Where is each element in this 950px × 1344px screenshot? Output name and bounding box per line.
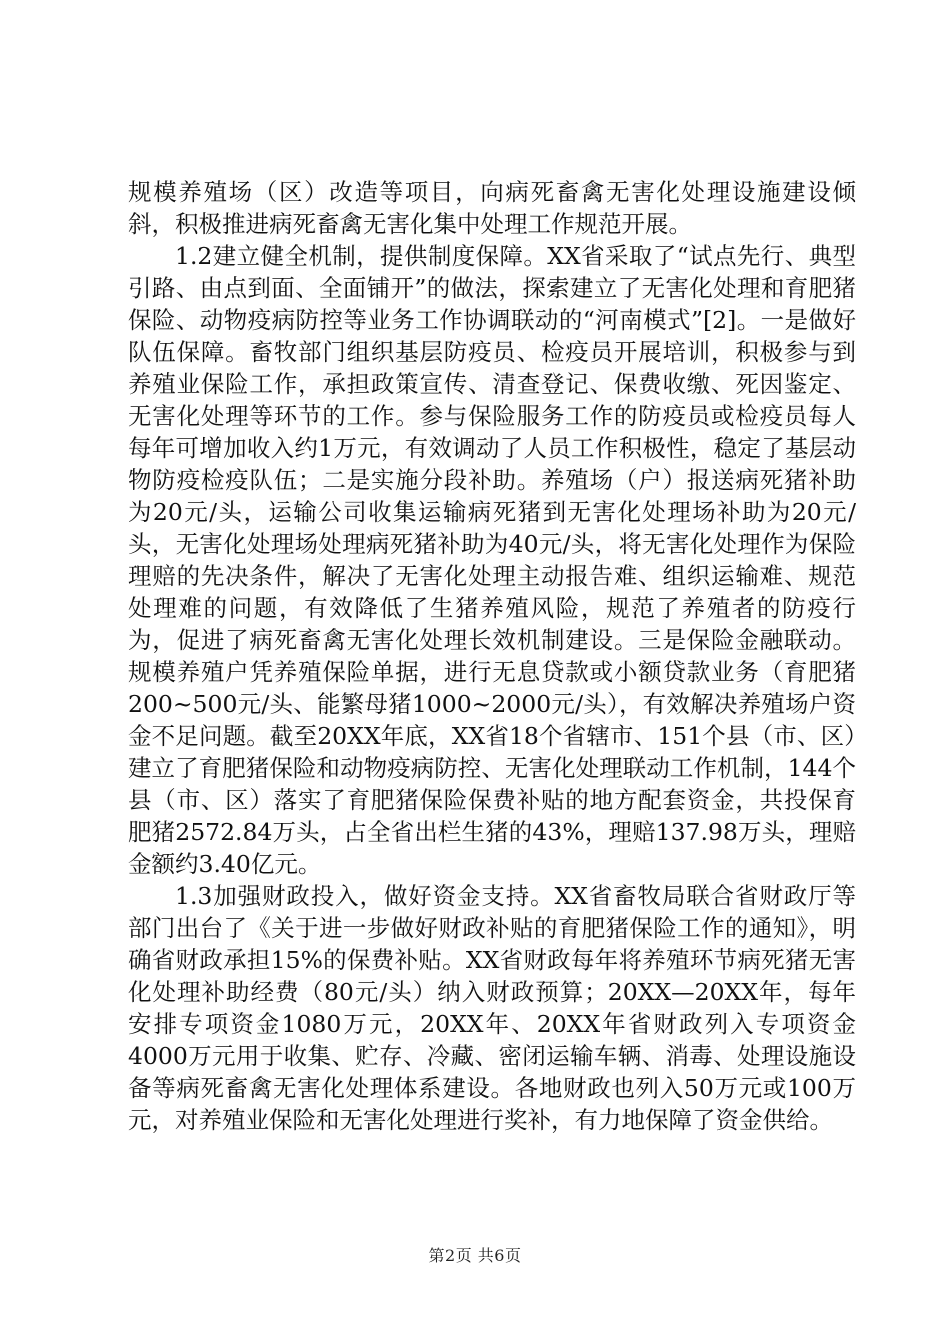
document-body — [128, 176, 856, 1136]
page-footer: 第2页 共6页 — [428, 1246, 522, 1265]
paragraph-section-1-3: 1.3加强财政投入，做好资金支持。XX省畜牧局联合省财政厅等部门出台了《关于进一步做好财政补贴的育肥猪保险工作的通知》，明确省财政承担15%的保费补贴。XX省财政每年将养殖环节病死猪无害化处理补助经费（80元/头）纳入财政预算；20XX—20XX年，每年安排专项资金1080万元，20XX年、20XX年省财政列入专项资金4000万元用于收集、贮存、冷藏、密闭运输车辆、消毒、处理设施设备等病死畜禽无害化处理体系建设。各地财政也列入50万元或100万元，对养殖业保险和无害化处理进行奖补，有力地保障了资金供给。 — [128, 882, 856, 1134]
paragraph-section-1-2: 1.2建立健全机制，提供制度保障。XX省采取了“试点先行、典型引路、由点到面、全面铺开”的做法，探索建立了无害化处理和育肥猪保险、动物疫病防控等业务工作协调联动的“河南模式”[2]。一是做好队伍保障。畜牧部门组织基层防疫员、检疫员开展培训，积极参与到养殖业保险工作，承担政策宣传、清查登记、保费收缴、死因鉴定、无害化处理等环节的工作。参与保险服务工作的防疫员或检疫员每人每年可增加收入约1万元，有效调动了人员工作积极性，稳定了基层动物防疫检疫队伍；二是实施分段补助。养殖场（户）报送病死猪补助为20元/头，运输公司收集运输病死猪到无害化处理场补助为20元/头，无害化处理场处理病死猪补助为40元/头，将无害化处理作为保险理赔的先决条件，解决了无害化处理主动报告难、组织运输难、规范处理难的问题，有效降低了生猪养殖风险，规范了养殖者的防疫行为，促进了病死畜禽无害化处理长效机制建设。三是保险金融联动。规模养殖户凭养殖保险单据，进行无息贷款或小额贷款业务（育肥猪200~500元/头、能繁母猪1000~2000元/头），有效解决养殖场户资金不足问题。截至20XX年底，XX省18个省辖市、151个县（市、区）建立了育肥猪保险和动物疫病防控、无害化处理联动工作机制，144个县（市、区）落实了育肥猪保险保费补贴的地方配套资金，共投保育肥猪2572.84万头，占全省出栏生猪的43%，理赔137.98万头，理赔金额约3.40亿元。 — [128, 242, 856, 878]
paragraph-continuation: 规模养殖场（区）改造等项目，向病死畜禽无害化处理设施建设倾斜，积极推进病死畜禽无害化集中处理工作规范开展。 — [128, 178, 856, 238]
